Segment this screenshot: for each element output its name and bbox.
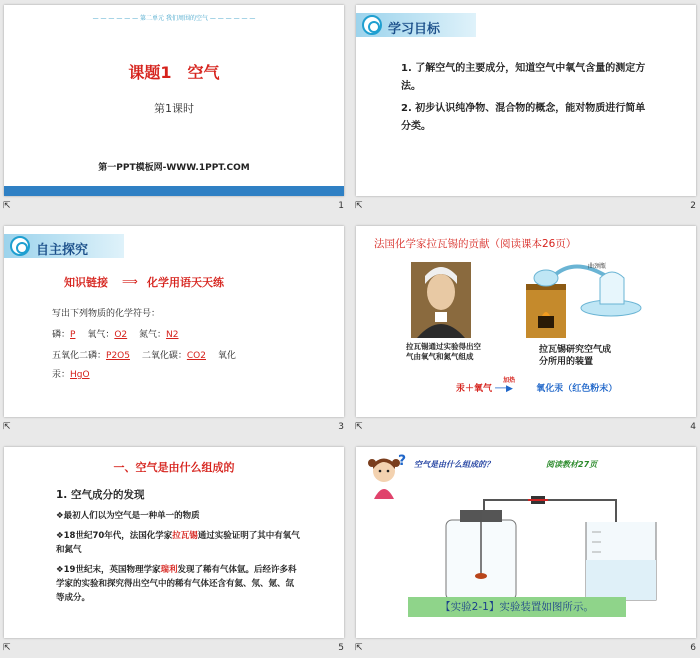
slide-4-footer bbox=[352, 419, 700, 437]
slide-3-link-a: 知识链接 bbox=[64, 276, 108, 289]
lavoisier-portrait bbox=[411, 262, 471, 338]
slide-5-number: 5 bbox=[338, 643, 344, 653]
slide-2-header: 学习目标 bbox=[388, 22, 441, 37]
slide-1-footer bbox=[0, 198, 348, 216]
page-icon: ⇱ bbox=[3, 422, 11, 432]
slide-6-caption: 【实验2-1】实验装置如图所示。 bbox=[408, 597, 626, 617]
slide-3-line-2: 五氧化二磷：P2O5 二氧化碳：CO2 氧化 bbox=[52, 351, 236, 361]
slide-4[interactable] bbox=[356, 226, 696, 417]
slide-3-number: 3 bbox=[338, 422, 344, 432]
slide-5-sub: 1. 空气成分的发现 bbox=[56, 489, 145, 501]
slide-6-number: 6 bbox=[690, 643, 696, 653]
page-icon: ⇱ bbox=[355, 643, 363, 653]
slide-1-top-line: — — — — — — 第二单元 我们周围的空气 — — — — — — bbox=[92, 15, 256, 22]
question-mark-icon: ? bbox=[398, 453, 407, 469]
slide-4-caption-left: 拉瓦锡通过实验得出空气由氧气和氮气组成 bbox=[406, 342, 481, 361]
target-icon bbox=[362, 15, 382, 35]
slide-1-bottom-strip bbox=[4, 186, 344, 196]
slide-3-link-b: 化学用语天天练 bbox=[147, 276, 224, 289]
slide-5-footer bbox=[0, 640, 348, 658]
slide-2-number: 2 bbox=[690, 201, 696, 211]
slide-1[interactable] bbox=[4, 5, 344, 196]
page-icon: ⇱ bbox=[355, 422, 363, 432]
slide-3-line-3: 汞：HgO bbox=[52, 370, 90, 380]
slide-6-read: 阅读教材27页 bbox=[546, 460, 598, 469]
slide-5[interactable] bbox=[4, 447, 344, 638]
slide-3[interactable] bbox=[4, 226, 344, 417]
slide-5-title: 一、空气是由什么组成的 bbox=[113, 461, 235, 474]
slide-1-title: 课题1 空气 bbox=[128, 63, 220, 82]
slide-1-site: 第一PPT模板网-WWW.1PPT.COM bbox=[98, 163, 250, 173]
target-icon bbox=[10, 236, 30, 256]
slide-5-bullet-1: ❖最初人们以为空气是一种单一的物质 bbox=[56, 511, 200, 521]
lavoisier-apparatus bbox=[516, 256, 646, 342]
page-icon: ⇱ bbox=[3, 201, 11, 211]
slide-1-number: 1 bbox=[338, 201, 344, 211]
slide-6-footer bbox=[352, 640, 700, 658]
slide-5-bullet-3: ❖19世纪末，英国物理学家瑞利发现了稀有气体氩。后经许多科学家的实验和探究得出空气中的稀有气体还含有氦、氖、氪、氙等成分。 bbox=[56, 565, 297, 603]
slide-1-subtitle: 第1课时 bbox=[154, 102, 194, 115]
slide-6[interactable] bbox=[356, 447, 696, 638]
slide-4-caption-right: 拉瓦锡研究空气成分所用的装置 bbox=[539, 345, 612, 367]
slide-2[interactable] bbox=[356, 5, 696, 196]
girl-avatar bbox=[366, 455, 402, 499]
slide-3-line-1: 磷：P 氧气：O2 氮气：N2 bbox=[52, 330, 179, 340]
slide-4-equation: 汞＋氧气 加热 ──▶ 氧化汞（红色粉末） bbox=[456, 377, 618, 394]
slide-6-question: 空气是由什么组成的？ bbox=[414, 460, 494, 469]
arrow-icon: ⟹ bbox=[122, 275, 138, 288]
slide-2-goal-1: 1. 了解空气的主要成分，知道空气中氧气含量的测定方法。 bbox=[401, 63, 646, 92]
page-icon: ⇱ bbox=[3, 643, 11, 653]
experiment-apparatus bbox=[416, 482, 676, 602]
slide-4-title: 法国化学家拉瓦锡的贡献（阅读课本26页） bbox=[374, 238, 577, 250]
slide-2-goal-2: 2. 初步认识纯净物、混合物的概念，能对物质进行简单分类。 bbox=[401, 103, 646, 132]
svg-text:曲颈甑: 曲颈甑 bbox=[588, 263, 607, 270]
slide-4-number: 4 bbox=[690, 422, 696, 432]
slide-5-bullet-2: ❖18世纪70年代，法国化学家拉瓦锡通过实验证明了其中有氧气和氮气 bbox=[56, 531, 300, 555]
slide-3-header: 自主探究 bbox=[36, 243, 89, 258]
slide-2-footer bbox=[352, 198, 700, 216]
slide-3-footer bbox=[0, 419, 348, 437]
slide-3-prompt: 写出下列物质的化学符号： bbox=[52, 309, 161, 319]
page-icon: ⇱ bbox=[355, 201, 363, 211]
